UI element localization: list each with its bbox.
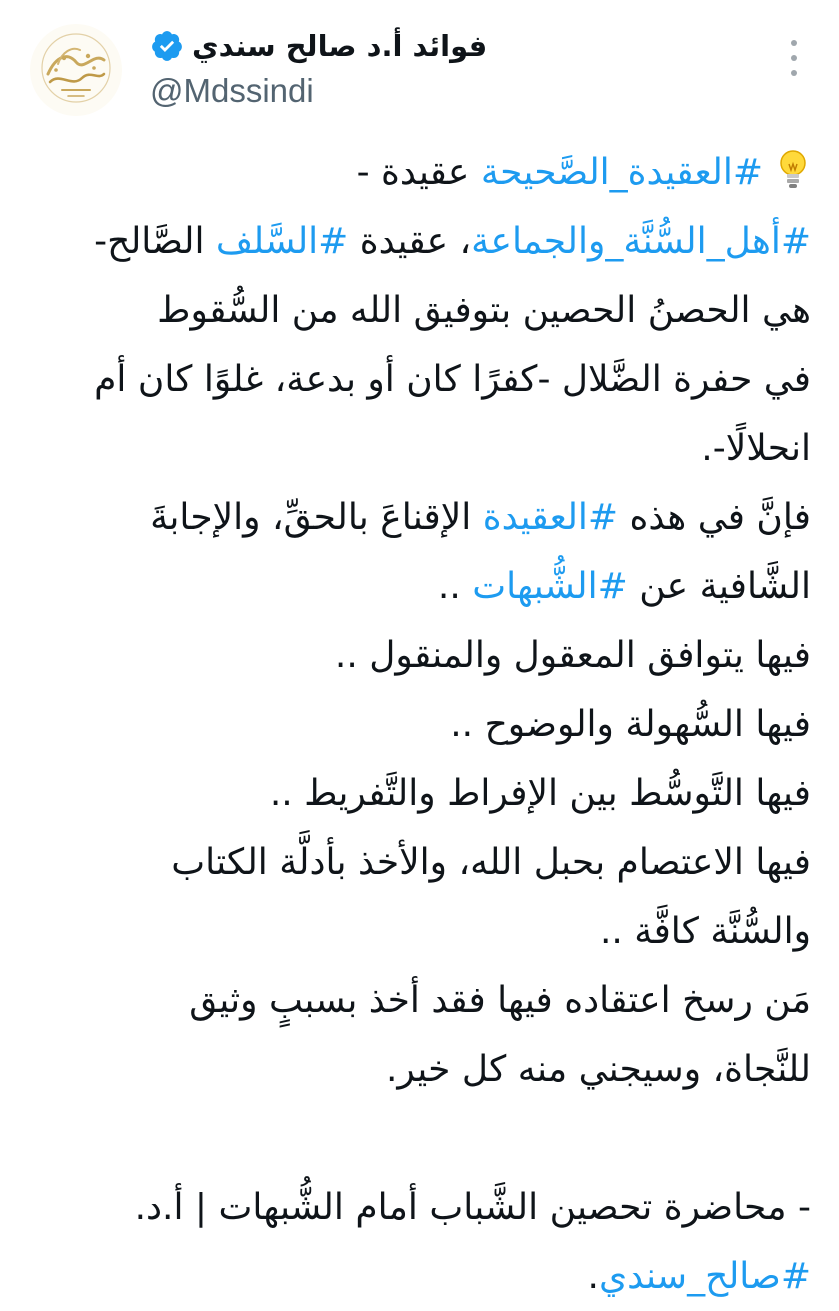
blank-line bbox=[21, 1104, 811, 1173]
calligraphy-logo-icon bbox=[28, 22, 124, 118]
tweet-header bbox=[0, 0, 839, 130]
tweet-line: فيها الاعتصام بحبل الله، والأخذ بأدلَّة الكتاب bbox=[171, 842, 811, 883]
tweet-line: فيها يتوافق المعقول والمنقول .. bbox=[334, 635, 811, 676]
more-options-button[interactable] bbox=[782, 40, 806, 76]
tweet-text-span: فإنَّ في هذه bbox=[618, 497, 811, 538]
tweet-line: مَن رسخ اعتقاده فيها فقد أخذ بسببٍ وثيق bbox=[189, 980, 811, 1021]
light-bulb-icon bbox=[775, 148, 811, 192]
avatar[interactable] bbox=[28, 22, 124, 118]
tweet-line: للنَّجاة، وسيجني منه كل خير. bbox=[385, 1049, 811, 1090]
tweet-line: - محاضرة تحصين الشَّباب أمام الشُّبهات | أ.د. bbox=[134, 1187, 811, 1228]
hashtag-link[interactable]: #صالح_سندي bbox=[598, 1256, 811, 1297]
tweet-text bbox=[21, 138, 811, 1311]
tweet-line bbox=[21, 138, 811, 207]
tweet-text-span: ، عقيدة bbox=[348, 221, 472, 262]
tweet-line: والسُّنَّة كافَّة .. bbox=[599, 911, 811, 952]
author-name-row[interactable] bbox=[150, 24, 487, 68]
tweet-line bbox=[21, 483, 811, 552]
tweet-line bbox=[21, 552, 811, 621]
author-display-name[interactable]: فوائد أ.د صالح سندي bbox=[192, 29, 488, 63]
tweet-line: انحلالًا-. bbox=[701, 428, 811, 469]
verified-badge-icon bbox=[150, 29, 184, 63]
more-dot bbox=[791, 55, 797, 61]
tweet-line: فيها التَّوسُّط بين الإفراط والتَّفريط .. bbox=[269, 773, 811, 814]
hashtag-link[interactable]: #العقيدة_الصَّحيحة bbox=[480, 152, 763, 193]
hashtag-link[interactable]: #السَّلف bbox=[215, 221, 349, 262]
tweet-line: هي الحصنُ الحصين بتوفيق الله من السُّقوط bbox=[157, 290, 811, 331]
hashtag-link[interactable]: #العقيدة bbox=[482, 497, 619, 538]
tweet-line: فيها السُّهولة والوضوح .. bbox=[450, 704, 811, 745]
tweet-text-span: الصَّالح- bbox=[94, 221, 216, 262]
more-dot bbox=[791, 40, 797, 46]
tweet-line bbox=[21, 207, 811, 276]
tweet-text-span: الإقناعَ بالحقِّ، والإجابةَ bbox=[150, 497, 483, 538]
tweet-line bbox=[21, 1242, 811, 1311]
author-handle[interactable]: @Mdssindi bbox=[150, 72, 314, 109]
hashtag-link[interactable]: #الشُّبهات bbox=[472, 566, 628, 607]
tweet-text-span: .. bbox=[437, 566, 473, 607]
hashtag-link[interactable]: #أهل_السُّنَّة_والجماعة bbox=[471, 221, 811, 262]
tweet-text-span: . bbox=[587, 1256, 599, 1297]
more-dot bbox=[791, 70, 797, 76]
tweet-line: في حفرة الضَّلال -كفرًا كان أو بدعة، غلوًا كان أم bbox=[94, 359, 811, 400]
tweet-text-span: عقيدة - bbox=[356, 152, 481, 193]
tweet-text-span: الشَّافية عن bbox=[627, 566, 811, 607]
